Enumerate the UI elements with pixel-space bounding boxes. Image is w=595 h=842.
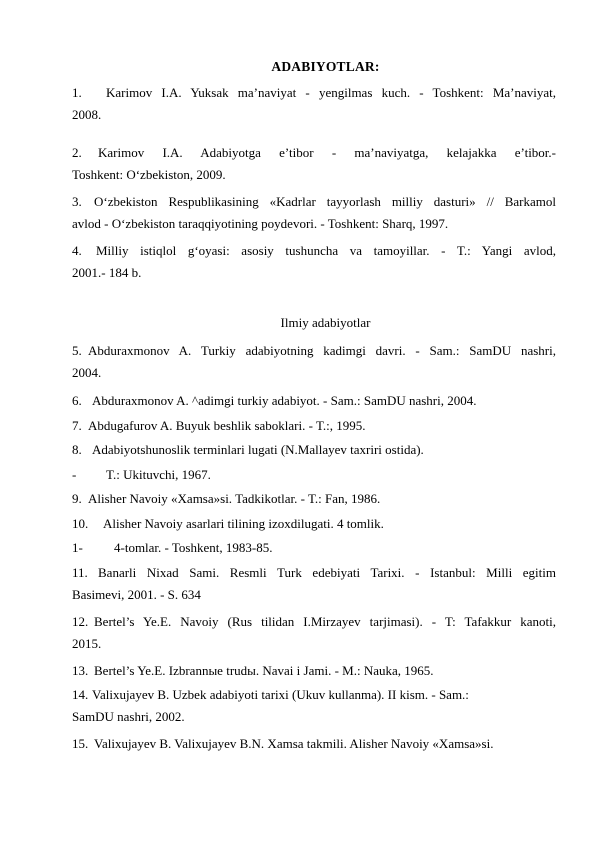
entry-text: Bertel’s Ye.E. Navoiy (Rus tilidan I.Mirzayev tarjimasi). - T: Tafakkur kanoti, (94, 614, 556, 629)
bibliography-entry (72, 562, 556, 606)
entry-number: 11. (72, 565, 88, 580)
entry-text: Karimov I.A. Adabiyotga e’tibor - ma’naviyatga, kelajakka e’tibor.- (98, 145, 556, 160)
entry-text: Valixujayev B. Valixujayev B.N. Xamsa takmili. Alisher Navoiy «Xamsa»si. (94, 736, 494, 751)
bibliography-entry (72, 191, 556, 235)
bibliography-entry (72, 611, 556, 655)
entry-line (72, 611, 556, 633)
entry-number: 1- (72, 540, 83, 555)
entry-text: Karimov I.A. Yuksak ma’naviyat - yengilmas kuch. - Toshkent: Ma’naviyat, (106, 85, 556, 100)
entry-text: 4-tomlar. - Toshkent, 1983-85. (114, 540, 273, 555)
entry-number: 14. (72, 687, 89, 702)
entry-number: 8. (72, 442, 82, 457)
entry-text: Valixujayev B. Uzbek adabiyoti tarixi (Ukuv kullanma). II kism. - Sam.: (92, 687, 469, 702)
entry-text: Abdugafurov A. Buyuk beshlik saboklari. - T.:, 1995. (88, 418, 366, 433)
bibliography-entry (72, 660, 556, 682)
entry-number: 15. (72, 736, 89, 751)
bibliography-entry (72, 142, 556, 186)
bibliography-entry (72, 415, 556, 437)
entry-continuation: SamDU nashri, 2002. (72, 709, 185, 724)
bibliography-entry (72, 390, 556, 412)
entry-continuation: Basimevi, 2001. - S. 634 (72, 587, 201, 602)
bibliography-entry (72, 513, 556, 535)
entry-line (72, 733, 556, 755)
entry-line (72, 660, 556, 682)
entry-line (72, 240, 556, 262)
entry-number: 12. (72, 614, 89, 629)
entry-line (72, 537, 556, 559)
entry-line (72, 390, 556, 412)
entry-continuation: Toshkent: O‘zbekiston, 2009. (72, 167, 226, 182)
entry-number: 4. (72, 243, 82, 258)
entry-line (72, 513, 556, 535)
entry-line (72, 488, 556, 510)
entry-text: Adabiyotshunoslik terminlari lugati (N.Mallayev taxriri ostida). (92, 442, 424, 457)
bibliography-entry (72, 340, 556, 384)
entry-line (72, 562, 556, 584)
entry-line (72, 464, 556, 486)
entry-continuation: 2001.- 184 b. (72, 265, 142, 280)
entry-text: O‘zbekiston Respublikasining «Kadrlar tayyorlash milliy dasturi» // Barkamol (94, 194, 556, 209)
entry-line (72, 684, 556, 706)
bibliography-entry (72, 439, 556, 461)
entry-line (72, 415, 556, 437)
entry-line (72, 191, 556, 213)
entry-number: 3. (72, 194, 82, 209)
section-heading: Ilmiy adabiyotlar (280, 315, 371, 330)
entry-number: - (72, 467, 77, 482)
bibliography-entry (72, 464, 556, 486)
entry-continuation: avlod - O‘zbekiston taraqqiyotining poydevori. - Toshkent: Sharq, 1997. (72, 216, 449, 231)
bibliography-entry (72, 684, 556, 728)
bibliography-entry (72, 488, 556, 510)
bibliography-entry (72, 240, 556, 284)
entry-number: 10. (72, 516, 89, 531)
entry-text: Abduraxmonov A. ^adimgi turkiy adabiyot. - Sam.: SamDU nashri, 2004. (92, 393, 477, 408)
entry-text: T.: Ukituvchi, 1967. (106, 467, 211, 482)
entry-number: 7. (72, 418, 82, 433)
bibliography-entry (72, 733, 556, 755)
entry-line (72, 439, 556, 461)
entry-text: Alisher Navoiy «Xamsa»si. Tadkikotlar. - T.: Fan, 1986. (88, 491, 381, 506)
entry-text: Bertel’s Ye.E. Izbrannыe trudы. Navai i Jami. - M.: Nauka, 1965. (94, 663, 434, 678)
entry-number: 6. (72, 393, 82, 408)
entry-text: Abduraxmonov A. Turkiy adabiyotning kadimgi davri. - Sam.: SamDU nashri, (88, 343, 556, 358)
entry-continuation: 2004. (72, 365, 102, 380)
entry-line (72, 340, 556, 362)
page-title: ADABIYOTLAR: (271, 59, 380, 74)
entry-number: 5. (72, 343, 82, 358)
entry-number: 1. (72, 85, 82, 100)
bibliography-entry (72, 537, 556, 559)
entry-line (72, 82, 556, 104)
entry-text: Milliy istiqlol g‘oyasi: asosiy tushuncha va tamoyillar. - T.: Yangi avlod, (96, 243, 556, 258)
entry-number: 9. (72, 491, 82, 506)
entry-text: Alisher Navoiy asarlari tilining izoxdilugati. 4 tomlik. (103, 516, 384, 531)
entry-number: 13. (72, 663, 89, 678)
entry-continuation: 2008. (72, 107, 102, 122)
entry-number: 2. (72, 145, 82, 160)
entry-line (72, 142, 556, 164)
bibliography-entry (72, 82, 556, 126)
entry-text: Banarli Nixad Sami. Resmli Turk edebiyati Tarixi. - Istanbul: Milli egitim (98, 565, 556, 580)
entry-continuation: 2015. (72, 636, 102, 651)
